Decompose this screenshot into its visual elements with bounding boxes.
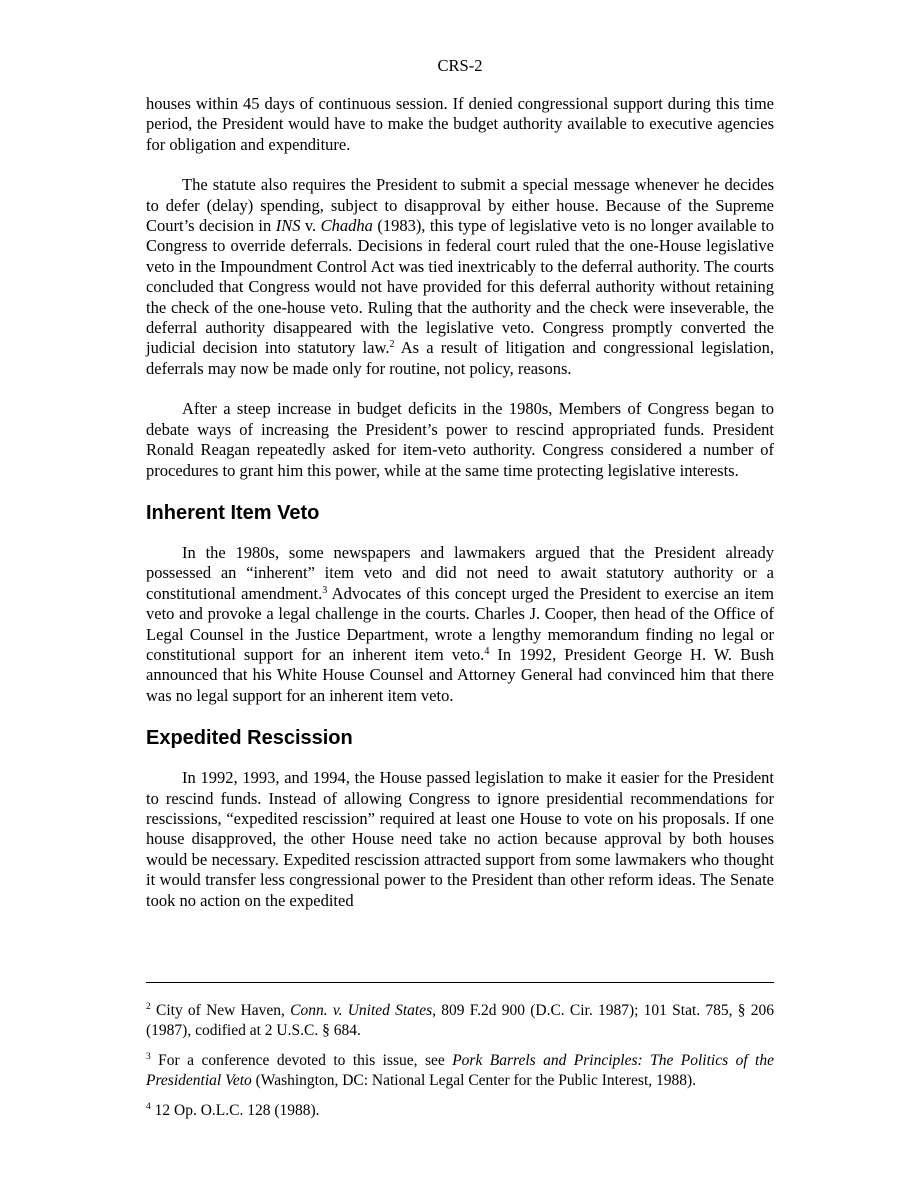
- paragraph-text: In 1992, President George H. W. Bush announced that his White House Counsel and Attorney General had convinced him that there was no legal support for an inherent item veto.: [146, 644, 774, 705]
- footnotes-section: [146, 1001, 774, 1131]
- paragraph-text: The statute also requires the President to submit a special message whenever he decides to defer (delay) spending, subject to disapproval by either house. Because of the Supreme Court’s decision in: [146, 175, 774, 236]
- paragraph-text: (1983), this type of legislative veto is no longer available to Congress to override deferrals. Decisions in federal court ruled that the one-House legislative veto in the Impoundment Control Act was tied inextricably to the deferral authority. The courts concluded that Congress would not have provided for this deferral authority without retaining the check of the one-house veto. Ruling that the authority and the check were inseverable, the deferral authority disappeared with the legislative veto. Congress promptly converted the judicial decision into statutory law.: [146, 216, 774, 358]
- page-number-header: CRS-2: [437, 56, 483, 75]
- footnote-3: [146, 1051, 774, 1091]
- footnote-case-name: Conn. v. United States: [290, 1002, 433, 1019]
- footnote-text: For a conference devoted to this issue, see: [150, 1052, 453, 1069]
- paragraph-continuation: houses within 45 days of continuous session. If denied congressional support during this time period, the President would have to make the budget authority available to executive agencies for obligation and expenditure.: [146, 94, 774, 154]
- paragraph-text: In the 1980s, some newspapers and lawmakers argued that the President already possessed an “inherent” item veto and did not need to await statutory authority or a constitutional amendment.: [146, 542, 774, 603]
- case-name-chadha: Chadha: [320, 216, 373, 236]
- footnote-2: [146, 1001, 774, 1041]
- paragraph-text: As a result of litigation and congressional legislation, deferrals may now be made only for routine, not policy, reasons.: [146, 338, 774, 378]
- section-heading-inherent-item-veto: Inherent Item Veto: [146, 501, 320, 524]
- paragraph-expedited-rescission: In 1992, 1993, and 1994, the House passed legislation to make it easier for the President to rescind funds. Instead of allowing Congress to ignore presidential recommendations for rescissions, “expedited rescission” required at least one House to vote on his proposals. If one house disapproved, the other House need take no action because approval by both houses would be necessary. Expedited rescission attracted support from some lawmakers who thought it would transfer less congressional power to the President than other reform ideas. The Senate took no action on the expedited: [146, 768, 774, 910]
- paragraph-deficits: After a steep increase in budget deficits in the 1980s, Members of Congress began to debate ways of increasing the President’s power to rescind appropriated funds. President Ronald Reagan repeatedly asked for item-veto authority. Congress considered a number of procedures to grant him this power, while at the same time protecting legislative interests.: [146, 399, 774, 480]
- paragraph-deferral: [146, 175, 774, 379]
- paragraph-text: v.: [300, 216, 321, 236]
- footnote-ref-4[interactable]: 4: [484, 645, 490, 657]
- main-body: [146, 94, 774, 931]
- paragraph-inherent-veto: [146, 543, 774, 706]
- case-name-ins: INS: [275, 216, 301, 236]
- footnote-number: 2: [146, 1002, 151, 1012]
- section-heading-expedited-rescission: Expedited Rescission: [146, 727, 353, 750]
- footnote-text: (Washington, DC: National Legal Center for the Public Interest, 1988).: [251, 1072, 697, 1089]
- footnote-ref-2[interactable]: 2: [389, 339, 395, 351]
- paragraph-text: Advocates of this concept urged the President to exercise an item veto and provoke a legal challenge in the courts. Charles J. Cooper, then head of the Office of Legal Counsel in the Justice Department, wrote a lengthy memorandum finding no legal or constitutional support for an inherent item veto.: [146, 583, 775, 664]
- footnote-ref-3[interactable]: 3: [322, 584, 328, 596]
- footnote-text: , 809 F.2d 900 (D.C. Cir. 1987); 101 Stat. 785, § 206 (1987), codified at 2 U.S.C. § 684.: [146, 1002, 775, 1039]
- footnote-text: City of New Haven,: [150, 1002, 291, 1019]
- footnote-number: 4: [146, 1102, 151, 1112]
- footnote-text: 12 Op. O.L.C. 128 (1988).: [150, 1102, 320, 1119]
- footnote-divider: [146, 982, 774, 983]
- footnote-book-title: Pork Barrels and Principles: The Politics of the Presidential Veto: [146, 1052, 774, 1089]
- footnote-4: [146, 1101, 774, 1121]
- footnote-number: 3: [146, 1052, 151, 1062]
